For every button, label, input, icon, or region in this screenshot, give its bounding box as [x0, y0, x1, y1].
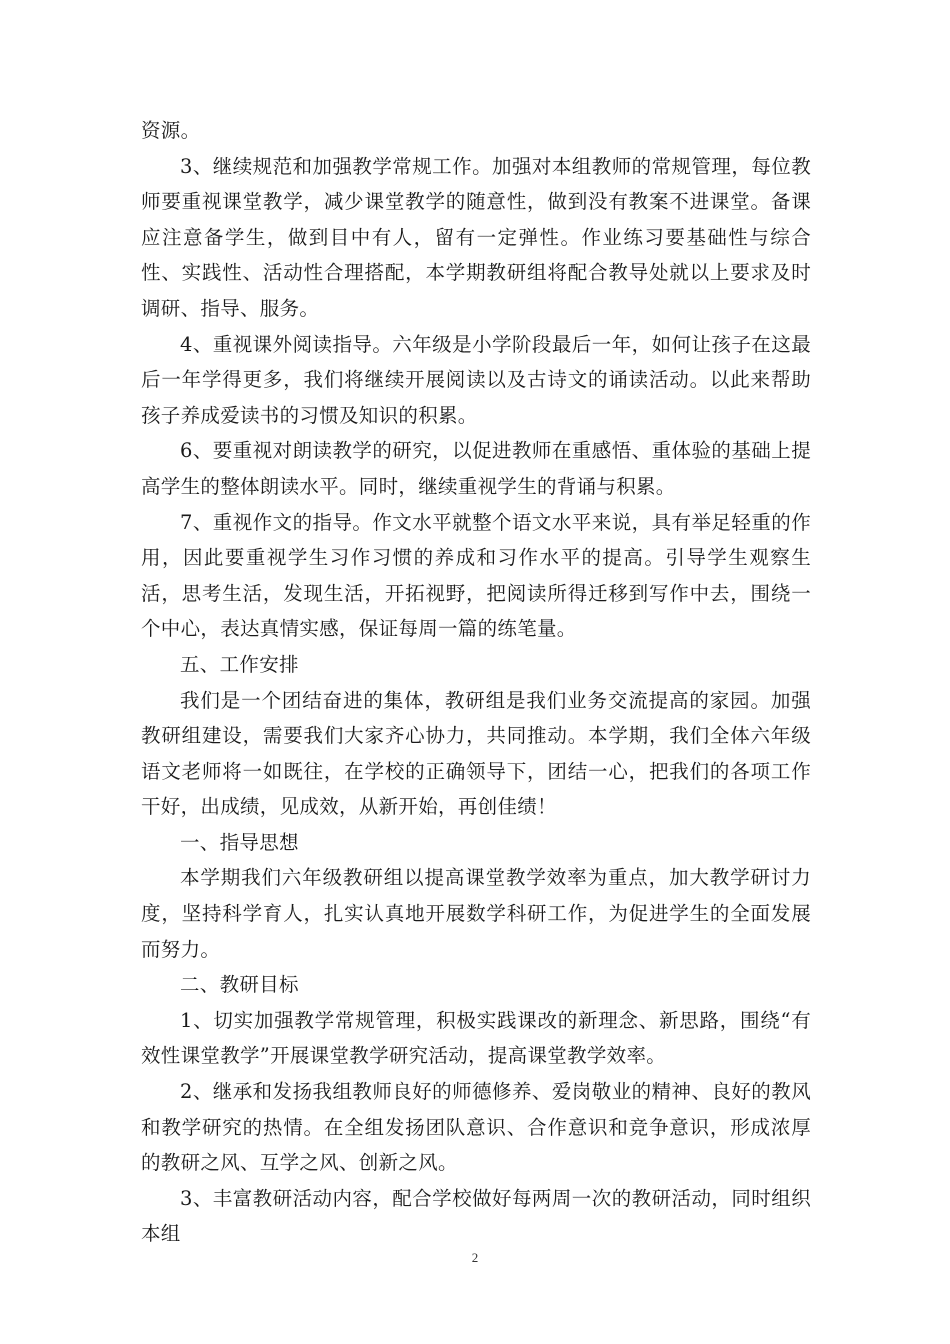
paragraph-goal-1: 1、切实加强教学常规管理，积极实践课改的新理念、新思路，围绕“有效性课堂教学”开展课堂教学研究活动，提高课堂教学效率。	[141, 1008, 811, 1068]
paragraph-goal-3: 3、丰富教研活动内容，配合学校做好每两周一次的教研活动，同时组织本组	[141, 1186, 811, 1246]
paragraph-goal-2: 2、继承和发扬我组教师良好的师德修养、爱岗敬业的精神、良好的教风和教学研究的热情。在全组发扬团队意识、合作意识和竞争意识，形成浓厚的教研之风、互学之风、创新之风。	[141, 1080, 811, 1175]
section-heading-guiding-ideology: 一、指导思想	[180, 830, 299, 854]
document-body	[141, 113, 811, 1252]
paragraph-guiding-ideology: 本学期我们六年级教研组以提高课堂教学效率为重点，加大教学研讨力度，坚持科学育人，扎实认真地开展数学科研工作，为促进学生的全面发展而努力。	[141, 866, 811, 961]
section-heading-research-goals: 二、教研目标	[180, 973, 299, 997]
paragraph-team-statement: 我们是一个团结奋进的集体，教研组是我们业务交流提高的家园。加强教研组建设，需要我们大家齐心协力，共同推动。本学期，我们全体六年级语文老师将一如既往，在学校的正确领导下，团结一心，把我们的各项工作干好，出成绩，见成效，从新开始，再创佳绩！	[141, 688, 811, 819]
paragraph-item-7-composition: 7、重视作文的指导。作文水平就整个语文水平来说，具有举足轻重的作用，因此要重视学生习作习惯的养成和习作水平的提高。引导学生观察生活，思考生活，发现生活，开拓视野，把阅读所得迁移到写作中去，围绕一个中心，表达真情实感，保证每周一篇的练笔量。	[141, 510, 811, 641]
section-heading-work-arrangement: 五、工作安排	[180, 652, 299, 676]
page-number: 2	[471, 1250, 479, 1265]
paragraph-item-4-reading-guidance: 4、重视课外阅读指导。六年级是小学阶段最后一年，如何让孩子在这最后一年学得更多，我们将继续开展阅读以及古诗文的诵读活动。以此来帮助孩子养成爱读书的习惯及知识的积累。	[141, 332, 811, 427]
paragraph-item-3-routine-work: 3、继续规范和加强教学常规工作。加强对本组教师的常规管理，每位教师要重视课堂教学，减少课堂教学的随意性，做到没有教案不进课堂。备课应注意备学生，做到目中有人，留有一定弹性。作业练习要基础性与综合性、实践性、活动性合理搭配，本学期教研组将配合教导处就以上要求及时调研、指导、服务。	[141, 154, 811, 320]
paragraph-continuation: 资源。	[141, 119, 201, 142]
paragraph-item-6-reading-aloud: 6、要重视对朗读教学的研究，以促进教师在重感悟、重体验的基础上提高学生的整体朗读水平。同时，继续重视学生的背诵与积累。	[141, 439, 811, 498]
